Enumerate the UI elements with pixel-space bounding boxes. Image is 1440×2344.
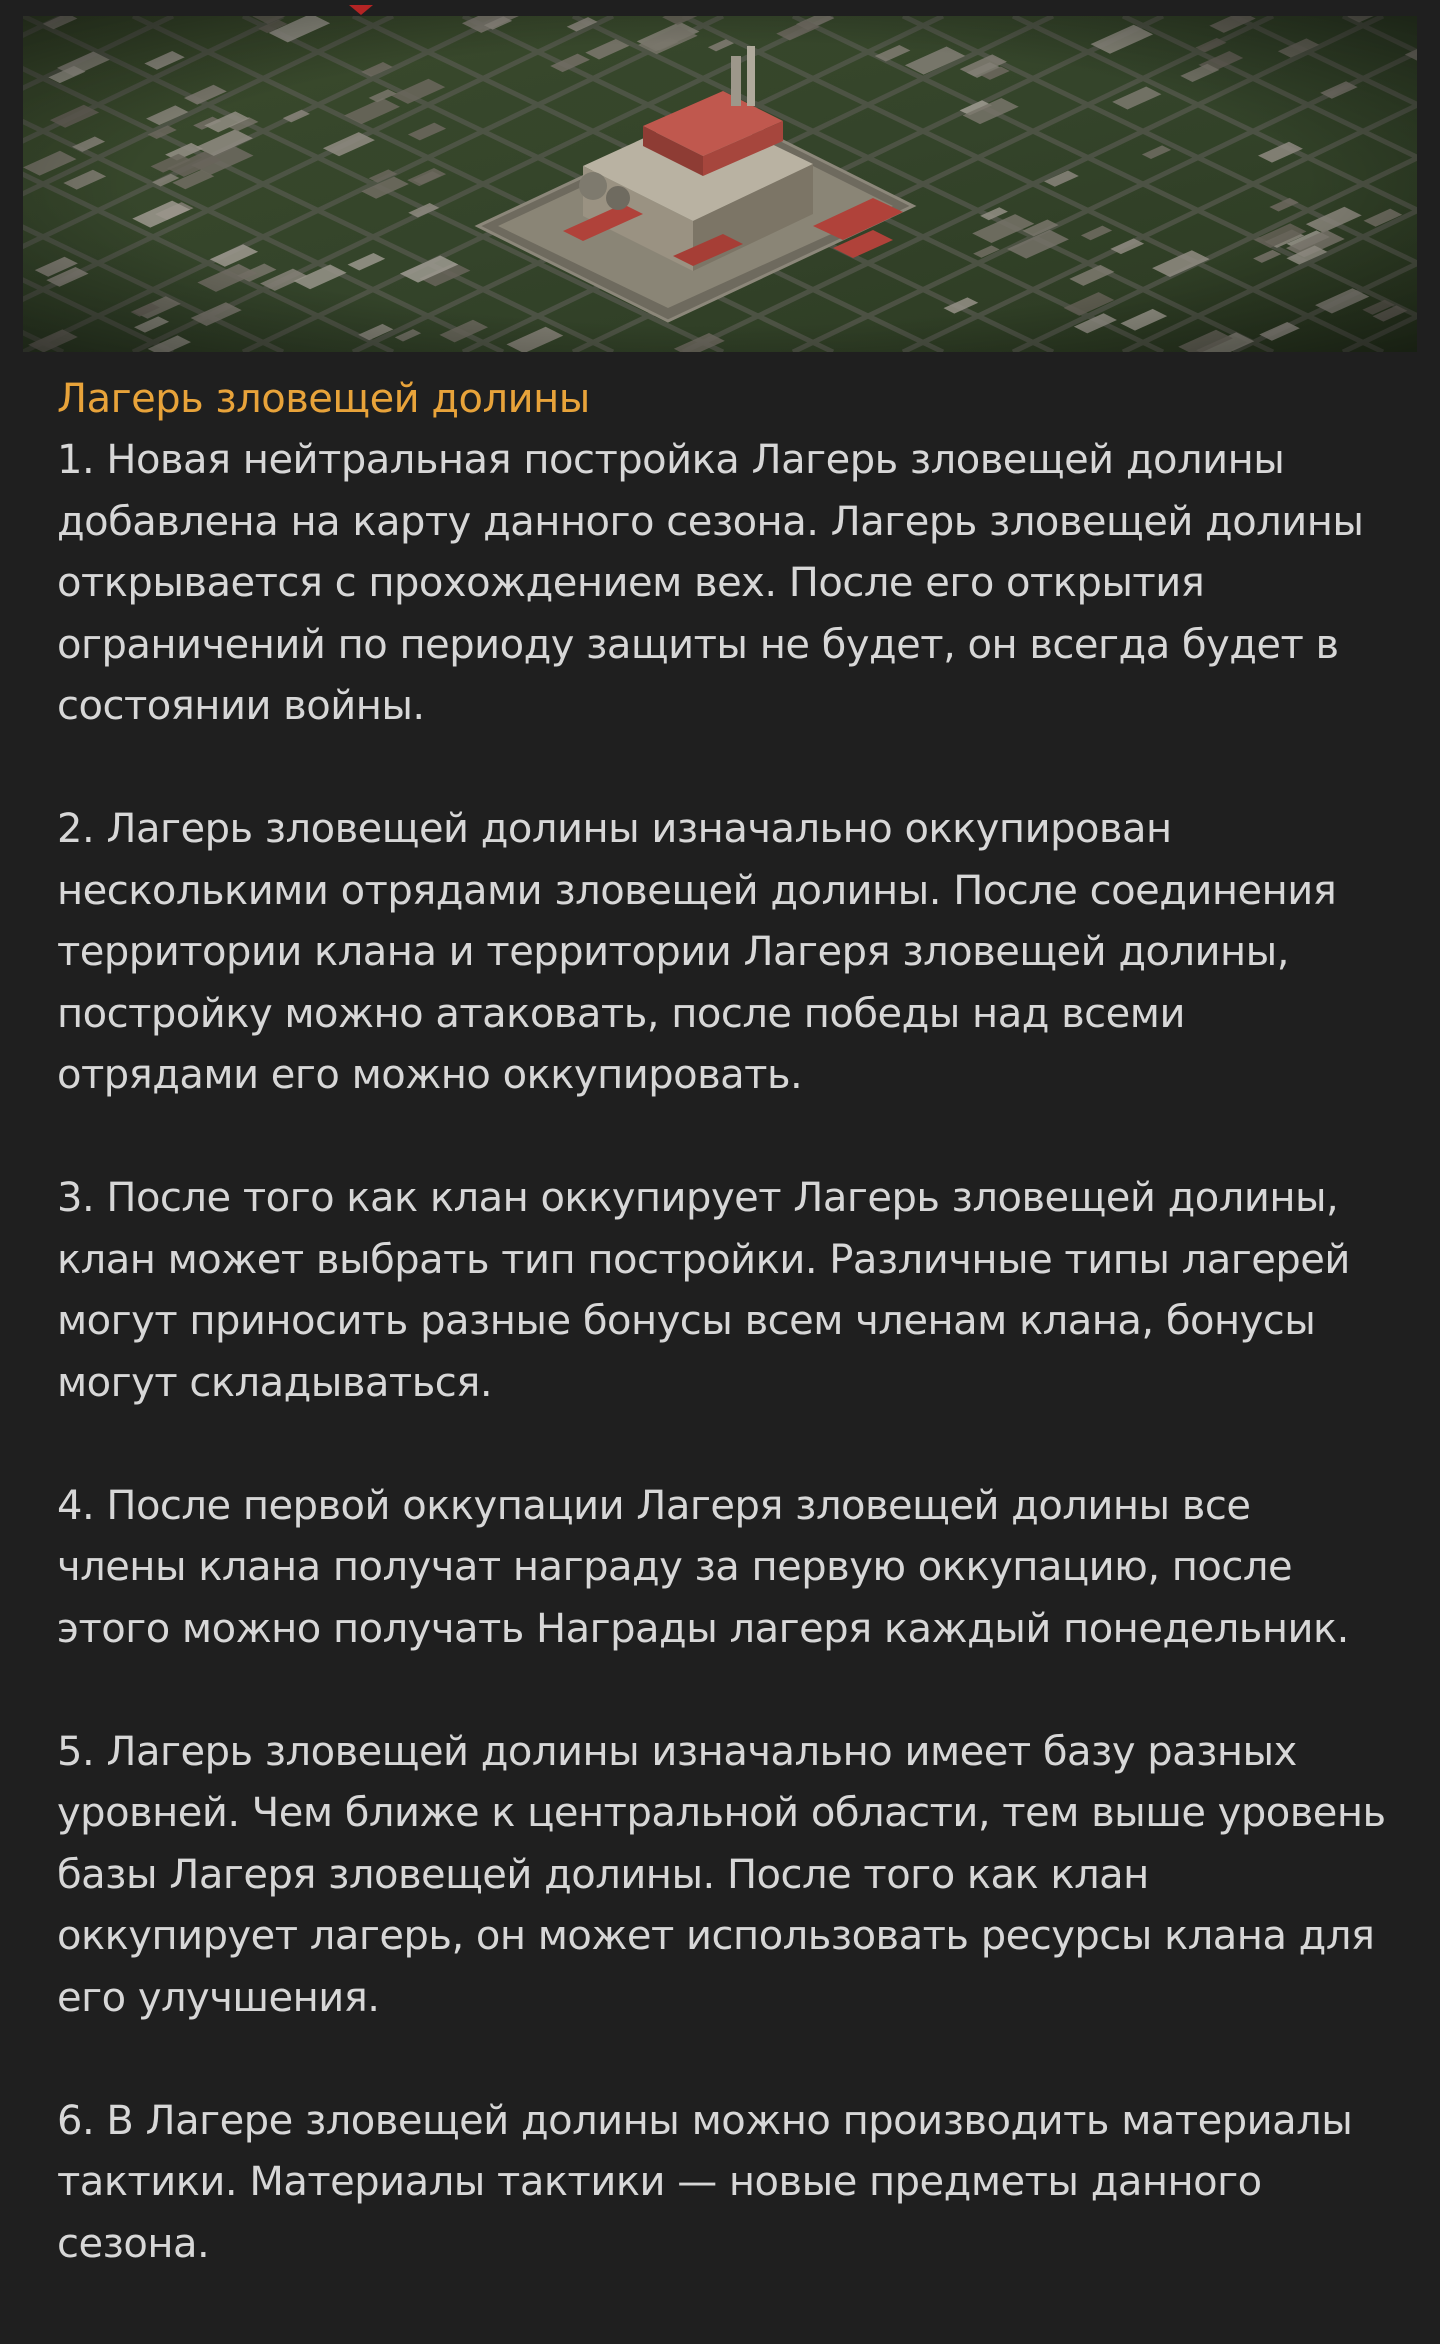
article-title: Лагерь зловещей долины — [57, 376, 590, 422]
article-paragraph-5: 5. Лагерь зловещей долины изначально имеет базу разных уровней. Чем ближе к центральной области, тем выше уровень базы Лагеря зловещей долины. После того как клан оккупирует лагерь, он может использовать ресурсы клана для его улучшения. — [57, 1728, 1386, 2021]
article-paragraph-2: 2. Лагерь зловещей долины изначально оккупирован несколькими отрядами зловещей долины. После соединения территории клана и территории Лагеря зловещей долины, постройку можно атаковать, после победы над всеми отрядами его можно оккупировать. — [57, 806, 1337, 1098]
article-paragraph-3: 3. После того как клан оккупирует Лагерь зловещей долины, клан может выбрать тип постройки. Различные типы лагерей могут приносить разные бонусы всем членам клана, бонусы могут складываться. — [57, 1175, 1350, 1406]
article-paragraph-6: 6. В Лагере зловещей долины можно производить материалы тактики. Материалы тактики — новые предметы данного сезона. — [57, 2097, 1353, 2267]
article-paragraph-1: 1. Новая нейтральная постройка Лагерь зловещей долины добавлена на карту данного сезона. Лагерь зловещей долины открывается с прохождением вех. После его открытия ограничений по периоду защиты не будет, он всегда будет в состоянии войны. — [57, 437, 1364, 729]
article-paragraph-4: 4. После первой оккупации Лагеря зловещей долины все члены клана получат награду за первую оккупацию, после этого можно получать Награды лагеря каждый понедельник. — [57, 1482, 1349, 1652]
camp-map-illustration — [23, 16, 1417, 352]
top-marker-icon — [349, 0, 373, 10]
article — [57, 368, 1387, 2337]
